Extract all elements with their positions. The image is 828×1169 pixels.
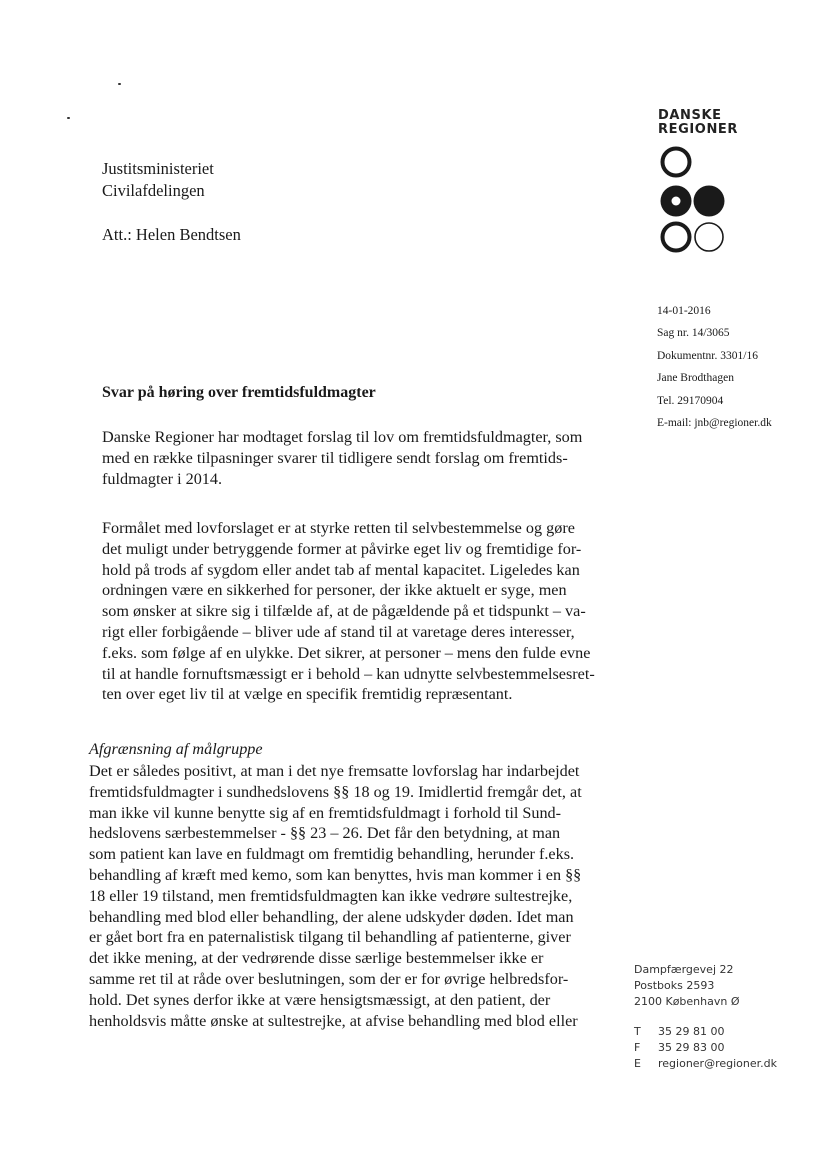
text-line: hold. Det synes derfor ikke at være hensigtsmæssigt, at den patient, der <box>89 990 551 1009</box>
text-line: 18 eller 19 tilstand, men fremtidsfuldmagten kan ikke vedrøre sultestrejke, <box>89 886 573 905</box>
case-metadata <box>657 300 772 434</box>
footer-address <box>634 962 740 1009</box>
text-line: ten over eget liv til at vælge en specifik fremtidig repræsentant. <box>102 685 513 704</box>
text-line: med en række tilpasninger svarer til tidligere sendt forslag om fremtids- <box>102 448 568 467</box>
address-line: 2100 København Ø <box>634 994 740 1008</box>
text-line: Det er således positivt, at man i det nye fremsatte lovforslag har indarbejdet <box>89 762 580 780</box>
letter-subject: Svar på høring over fremtidsfuldmagter <box>102 384 376 401</box>
text-line: henholdsvis måtte ønske at sultestrejke, at afvise behandling med blod eller <box>89 1011 578 1030</box>
recipient-line: Civilafdelingen <box>102 181 205 200</box>
paragraph-target-group <box>89 761 601 1031</box>
text-line: det muligt under betryggende former at påvirke eget liv og fremtidige for- <box>102 539 582 558</box>
text-line: som ønsker at sikre sig i tilfælde af, at de pågældende på et tidspunkt – va- <box>102 602 586 621</box>
text-line: ordningen være en sikkerhed for personer, der ikke aktuelt er syge, men <box>102 581 567 600</box>
contact-email-row: E regioner@regioner.dk <box>634 1056 777 1070</box>
contact-fax-row: F 35 29 83 00 <box>634 1040 725 1054</box>
meta-document-number: Dokumentnr. 3301/16 <box>657 349 758 362</box>
meta-phone: Tel. 29170904 <box>657 394 724 407</box>
text-line: Danske Regioner har modtaget forslag til lov om fremtidsfuldmagter, som <box>102 428 583 446</box>
text-line: rigt eller forbigående – bliver ude af stand til at varetage deres interesser, <box>102 622 575 641</box>
paragraph-purpose <box>102 518 602 705</box>
text-line: er gået bort fra en paternalistisk tilgang til behandling af patienterne, giver <box>89 928 571 947</box>
section-heading: Afgrænsning af målgruppe <box>89 740 263 758</box>
text-line: fremtidsfuldmagter i sundhedslovens §§ 18 og 19. Imidlertid fremgår det, at <box>89 782 582 801</box>
text-line: man ikke vil kunne benytte sig af en fremtidsfuldmagt i forhold til Sund- <box>89 803 562 822</box>
meta-case-number: Sag nr. 14/3065 <box>657 327 730 340</box>
meta-date: 14-01-2016 <box>657 305 711 317</box>
text-line: behandling af kræft med kemo, som kan benyttes, hvis man kommer i en §§ <box>89 865 582 884</box>
meta-contact-name: Jane Brodthagen <box>657 372 734 385</box>
text-line: fuldmagter i 2014. <box>102 469 223 488</box>
text-line: Formålet med lovforslaget er at styrke retten til selvbestemmelse og gøre <box>102 519 575 537</box>
text-line: behandling med blod eller behandling, der alene udskyder døden. Idet man <box>89 907 574 926</box>
danske-regioner-logo-icon <box>652 143 732 255</box>
footer-contact <box>634 1024 777 1071</box>
contact-phone-row: T 35 29 81 00 <box>634 1025 725 1038</box>
text-line: som patient kan lave en fuldmagt om fremtidig behandling, herunder f.eks. <box>89 845 575 864</box>
scan-speck <box>118 83 121 85</box>
text-line: det ikke mening, at der vedrørende disse særlige bestemmelser ikke er <box>89 949 544 968</box>
text-line: til at handle fornuftsmæssigt er i behold – kan udnytte selvbestemmelsesret- <box>102 664 595 683</box>
meta-email: E-mail: jnb@regioner.dk <box>657 417 772 430</box>
recipient-line: Justitsministeriet <box>102 159 214 178</box>
address-line: Dampfærgevej 22 <box>634 963 734 976</box>
text-line: hold på trods af sygdom eller andet tab af mental kapacitet. Ligeledes kan <box>102 560 580 579</box>
scan-speck <box>67 117 70 119</box>
text-line: f.eks. som følge af en ulykke. Det sikrer, at personer – mens den fulde evne <box>102 643 591 662</box>
text-line: hedslovens særbestemmelser - §§ 23 – 26. Det får den betydning, at man <box>89 824 561 843</box>
recipient-block <box>102 158 214 202</box>
paragraph-intro <box>102 427 602 489</box>
logo-wordmark: DANSKE REGIONER <box>658 108 739 137</box>
recipient-attention: Att.: Helen Bendtsen <box>102 225 241 244</box>
address-line: Postboks 2593 <box>634 978 715 992</box>
text-line: samme ret til at råde over beslutningen, som der er for øvrige helbredsfor- <box>89 969 569 988</box>
